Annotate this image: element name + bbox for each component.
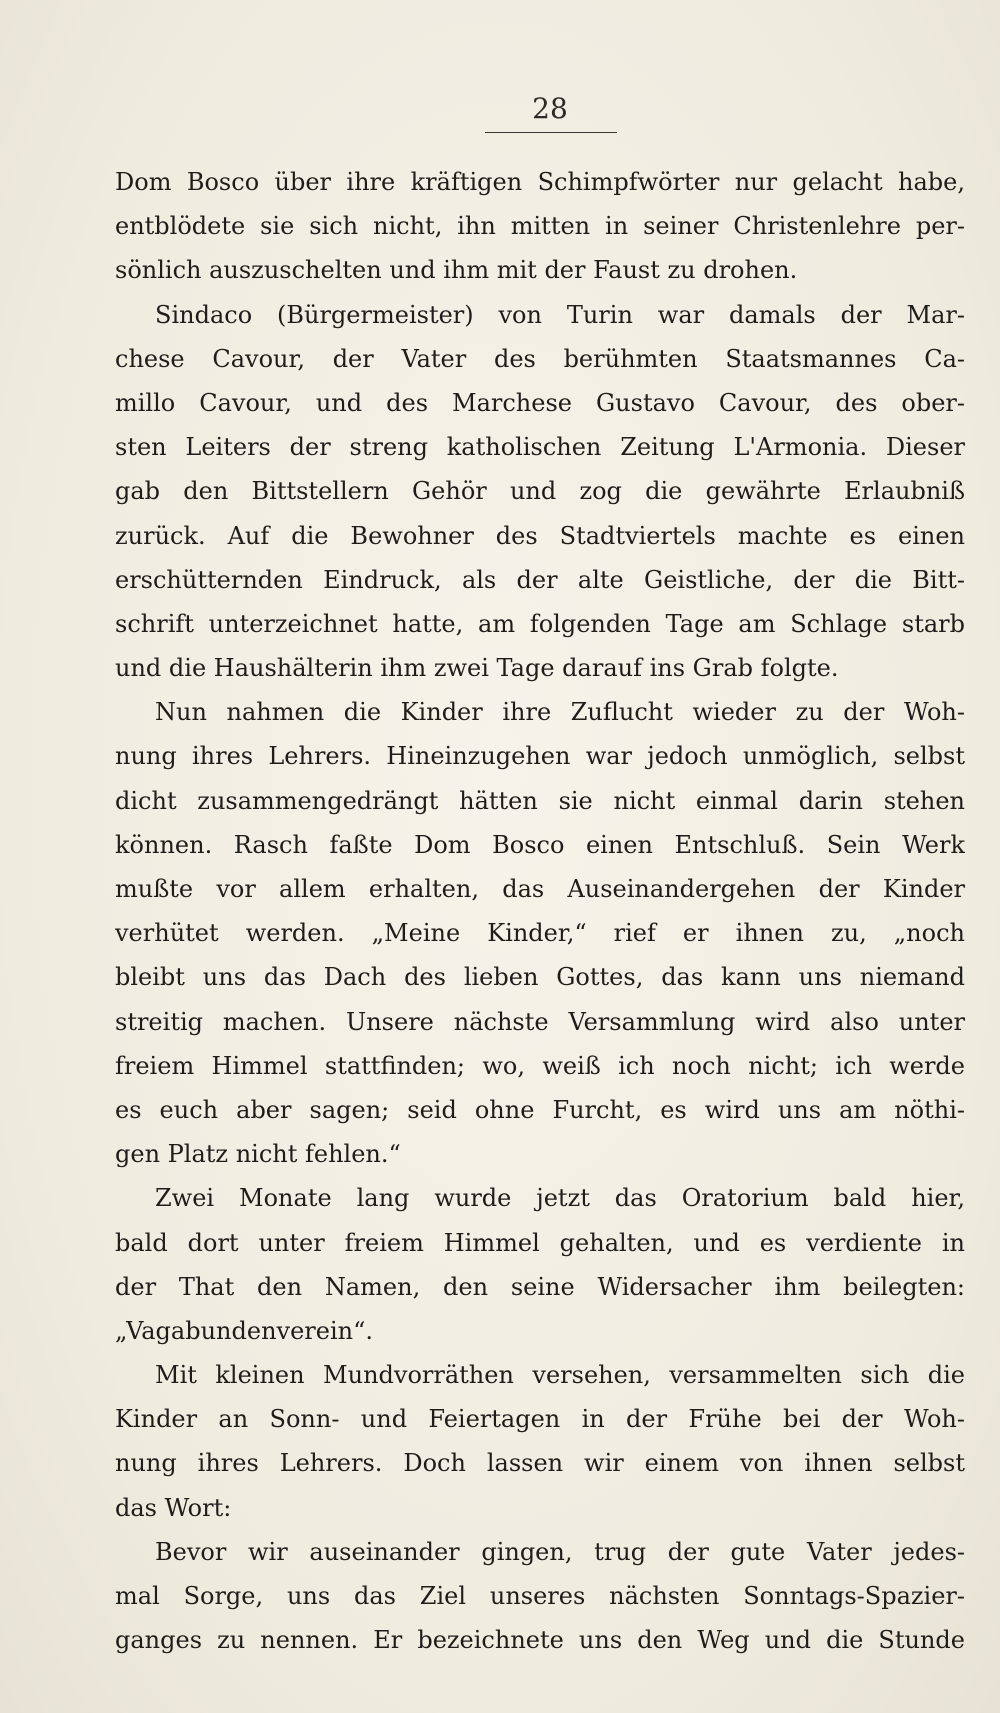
text-line: bleibt uns das Dach des lieben Gottes, das kann uns niemand: [115, 963, 965, 992]
text-line: der That den Namen, den seine Widersacher ihm beilegten:: [115, 1272, 965, 1301]
text-line: entblödete sie sich nicht, ihn mitten in seiner Christenlehre per-: [115, 212, 965, 241]
text-line: „Vagabundenverein“.: [115, 1316, 373, 1345]
text-line: mal Sorge, uns das Ziel unseres nächsten Sonntags-Spazier-: [115, 1582, 965, 1610]
text-line: das Wort:: [115, 1493, 232, 1522]
text-line: nung ihres Lehrers. Doch lassen wir einem von ihnen selbst: [115, 1449, 965, 1478]
text-line: gen Platz nicht fehlen.“: [115, 1140, 401, 1169]
text-line: erschütternden Eindruck, als der alte Geistliche, der die Bitt-: [115, 565, 965, 594]
text-line: Kinder an Sonn- und Feiertagen in der Frühe bei der Woh-: [115, 1405, 965, 1434]
text-line: sten Leiters der streng katholischen Zeitung L'Armonia. Dieser: [115, 433, 965, 462]
text-line: streitig machen. Unsere nächste Versammlung wird also unter: [115, 1007, 965, 1036]
text-line: schrift unterzeichnet hatte, am folgenden Tage am Schlage starb: [115, 609, 965, 638]
text-line: mußte vor allem erhalten, das Auseinandergehen der Kinder: [115, 875, 965, 903]
text-line: Nun nahmen die Kinder ihre Zuflucht wieder zu der Woh-: [155, 698, 965, 727]
text-line: bald dort unter freiem Himmel gehalten, und es verdiente in: [115, 1228, 965, 1257]
text-line: Mit kleinen Mundvorräthen versehen, versammelten sich die: [155, 1361, 965, 1390]
text-line: gab den Bittstellern Gehör und zog die gewährte Erlaubniß: [115, 477, 965, 506]
header-rule: [485, 132, 617, 133]
text-line: können. Rasch faßte Dom Bosco einen Entschluß. Sein Werk: [115, 830, 965, 859]
text-line: und die Haushälterin ihm zwei Tage darauf ins Grab folgte.: [115, 654, 839, 683]
text-line: Sindaco (Bürgermeister) von Turin war damals der Mar-: [155, 300, 965, 329]
text-line: millo Cavour, und des Marchese Gustavo Cavour, des ober-: [115, 388, 965, 417]
text-line: zurück. Auf die Bewohner des Stadtviertels machte es einen: [115, 521, 965, 550]
text-line: Zwei Monate lang wurde jetzt das Oratorium bald hier,: [155, 1184, 965, 1213]
text-line: nung ihres Lehrers. Hineinzugehen war jedoch unmöglich, selbst: [115, 742, 965, 771]
body-text: [115, 160, 965, 1662]
text-line: Dom Bosco über ihre kräftigen Schimpfwörter nur gelacht habe,: [115, 168, 965, 196]
text-line: es euch aber sagen; seid ohne Furcht, es wird uns am nöthi-: [115, 1095, 965, 1124]
text-line: Bevor wir auseinander gingen, trug der gute Vater jedes-: [155, 1537, 965, 1566]
text-line: sönlich auszuschelten und ihm mit der Faust zu drohen.: [115, 256, 798, 285]
page-number: 28: [532, 92, 568, 125]
text-line: dicht zusammengedrängt hätten sie nicht einmal darin stehen: [115, 786, 965, 815]
text-line: freiem Himmel stattfinden; wo, weiß ich noch nicht; ich werde: [115, 1051, 965, 1080]
text-line: chese Cavour, der Vater des berühmten Staatsmannes Ca-: [115, 344, 965, 373]
text-line: verhütet werden. „Meine Kinder,“ rief er ihnen zu, „noch: [115, 919, 965, 948]
text-line: ganges zu nennen. Er bezeichnete uns den Weg und die Stunde: [115, 1626, 965, 1655]
